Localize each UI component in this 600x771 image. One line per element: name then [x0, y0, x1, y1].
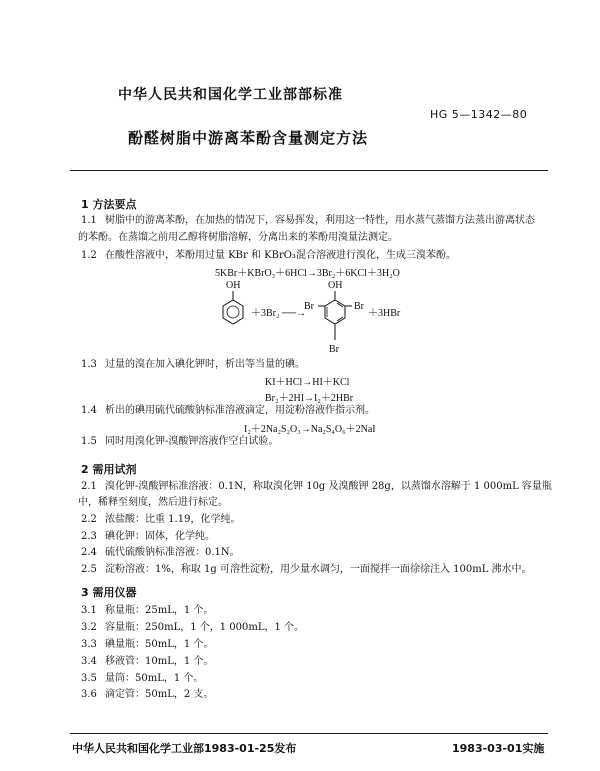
product-double-bond — [337, 317, 343, 321]
list-item — [81, 672, 203, 686]
item-number: 3.4 — [81, 656, 97, 667]
paragraph-1-2 — [81, 249, 456, 263]
item-number: 3.6 — [81, 689, 97, 700]
issuing-organization: 中华人民共和国化学工业部部标准 — [118, 87, 343, 103]
equation-thiosulfate: I₂＋2Na₂S₂O₃→Na₂S₄O₆＋2NaI — [244, 424, 376, 435]
paragraph-1-3 — [81, 358, 305, 372]
equation-ki: KI＋HCl→HI＋KCl — [265, 377, 350, 388]
paragraph-number: 1.2 — [81, 250, 97, 261]
paragraph-1-5 — [81, 435, 278, 449]
paragraph-number: 2.4 — [81, 547, 97, 558]
paragraph-number: 2.1 — [81, 481, 97, 492]
paragraph-text: 硫代硫酸钠标准溶液：0.1N。 — [105, 547, 240, 558]
bromination-reaction-diagram — [200, 278, 430, 360]
paragraph-number: 2.5 — [81, 564, 97, 575]
item-number: 3.1 — [81, 605, 97, 616]
section-3-heading: 3 需用仪器 — [81, 586, 137, 599]
paragraph-1-1 — [81, 214, 535, 228]
item-number: 3.2 — [81, 622, 97, 633]
paragraph-text: 析出的碘用硫代硫酸钠标准溶液滴定，用淀粉溶液作指示剂。 — [105, 405, 375, 416]
paragraph-text: 同时用溴化钾-溴酸钾溶液作空白试验。 — [105, 436, 279, 447]
item-text: 移液管：10mL，1 个。 — [105, 656, 214, 667]
paragraph-2-2 — [81, 513, 240, 527]
product-hbr: ＋3HBr — [368, 308, 401, 319]
section-2-heading: 2 需用试剂 — [81, 463, 137, 476]
equation-br2: Br₂＋2HI→I₂＋2HBr — [265, 393, 354, 404]
paragraph-text: 淀粉溶液：1%，称取 1g 可溶性淀粉，用少量水调匀，一面搅拌一面徐徐注入 100mL 沸水中。 — [105, 564, 532, 575]
list-item — [81, 604, 213, 618]
paragraph-2-1-cont: 中，稀释至刻度，然后进行标定。 — [78, 497, 228, 508]
paragraph-text: 碘化钾：固体，化学纯。 — [105, 531, 215, 542]
item-text: 容量瓶：250mL，1 个，1 000mL，1 个。 — [105, 622, 305, 633]
paragraph-2-4 — [81, 546, 240, 560]
standard-code: HG 5—1342—80 — [430, 108, 528, 121]
equation-bromate: 5KBr＋KBrO₃＋6HCl→3Br₂＋6KCl＋3H₂O — [215, 268, 400, 279]
product-benzene-ring — [325, 300, 345, 324]
header-rule — [70, 170, 548, 171]
phenol-oh-label: OH — [226, 280, 241, 291]
paragraph-text: 溴化钾-溴酸钾标准溶液：0.1N，称取溴化钾 10g 及溴酸钾 28g，以蒸馏水溶解于 1 000mL 容量瓶 — [105, 481, 552, 492]
item-text: 碘量瓶：50mL，1 个。 — [105, 639, 214, 650]
product-oh-label: OH — [328, 280, 343, 291]
footer-effective: 1983-03-01实施 — [452, 742, 545, 755]
item-text: 称量瓶：25mL，1 个。 — [105, 605, 214, 616]
phenol-aromatic-circle — [227, 306, 239, 318]
footer-issued: 中华人民共和国化学工业部1983-01-25发布 — [72, 742, 297, 755]
item-text: 量筒：50mL，1 个。 — [105, 673, 204, 684]
paragraph-2-1 — [81, 480, 552, 494]
list-item — [81, 638, 213, 652]
paragraph-number: 1.5 — [81, 436, 97, 447]
paragraph-number: 1.3 — [81, 359, 97, 370]
reagent-bromine: ＋3Br₂ ──→ — [251, 308, 307, 319]
item-number: 3.3 — [81, 639, 97, 650]
br-right-label: Br — [354, 301, 364, 312]
paragraph-number: 2.3 — [81, 531, 97, 542]
br-left-label: Br — [304, 301, 314, 312]
paragraph-number: 2.2 — [81, 514, 97, 525]
list-item — [81, 621, 304, 635]
br-bottom-label: Br — [329, 344, 339, 355]
list-item — [81, 688, 213, 702]
document-title: 酚醛树脂中游离苯酚含量测定方法 — [128, 129, 369, 147]
paragraph-text: 过量的溴在加入碘化钾时，析出等当量的碘。 — [105, 359, 305, 370]
item-text: 滴定管：50mL，2 支。 — [105, 689, 214, 700]
phenol-benzene-ring — [223, 300, 243, 324]
section-1-heading: 1 方法要点 — [81, 198, 137, 211]
item-number: 3.5 — [81, 673, 97, 684]
paragraph-2-5 — [81, 563, 532, 577]
paragraph-number: 1.4 — [81, 405, 97, 416]
paragraph-1-1-cont: 的苯酚。在蒸馏之前用乙醇将树脂溶解，分离出来的苯酚用溴量法测定。 — [78, 232, 398, 243]
paragraph-text: 树脂中的游离苯酚，在加热的情况下，容易挥发，利用这一特性，用水蒸气蒸馏方法蒸出游离状态 — [105, 215, 535, 226]
paragraph-text: 浓盐酸：比重 1.19，化学纯。 — [105, 514, 241, 525]
product-double-bond — [337, 303, 343, 307]
paragraph-number: 1.1 — [81, 215, 97, 226]
list-item — [81, 655, 213, 669]
paragraph-2-3 — [81, 530, 215, 544]
footer-rule — [70, 733, 548, 734]
paragraph-1-4 — [81, 404, 375, 418]
paragraph-text: 在酸性溶液中，苯酚用过量 KBr 和 KBrO₃混合溶液进行溴化，生成三溴苯酚。 — [105, 250, 456, 261]
